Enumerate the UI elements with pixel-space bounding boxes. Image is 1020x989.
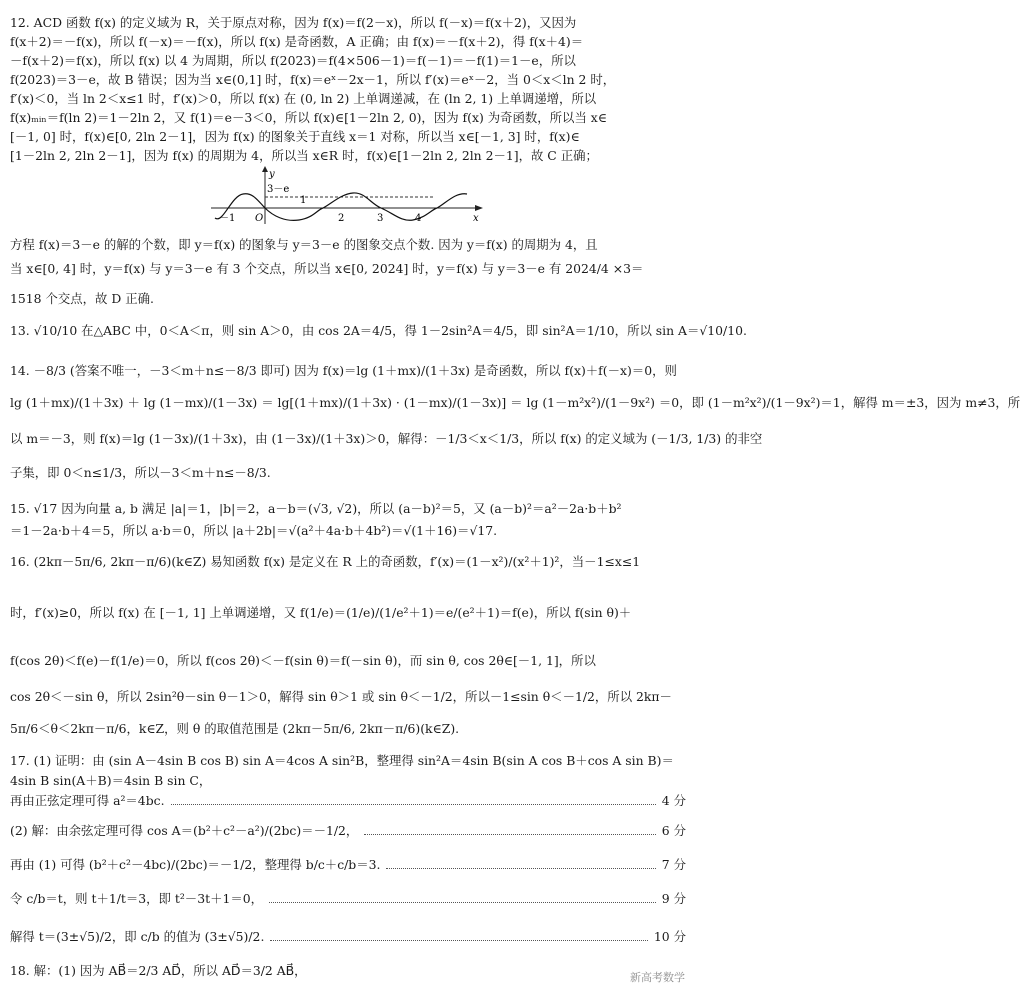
dashed-line-label: 3－e xyxy=(267,184,290,195)
q17-step-3-text: 再由 (1) 可得 (b²＋c²－4bc)/(2bc)＝－1/2，整理得 b/c＋c/b＝3. xyxy=(10,857,381,872)
q17-intro-2: 4sin B sin(A＋B)＝4sin B sin C， xyxy=(10,773,212,788)
q12-line-8: [1－2ln 2, 2ln 2－1]，因为 f(x) 的周期为 4，所以当 x∈R 时，f(x)∈[1－2ln 2, 2ln 2－1]，故 C 正确； xyxy=(10,148,598,163)
q17-step-2 xyxy=(10,822,686,840)
q17-step-4-points: 9 分 xyxy=(661,891,686,906)
q18-line: 18. 解：(1) 因为 AB⃗＝2/3 AD⃗，所以 AD⃗＝3/2 AB⃗， xyxy=(10,963,307,978)
q14-line-4: 子集，即 0＜n≤1/3，所以－3＜m＋n≤－8/3. xyxy=(10,465,271,480)
q12-line-1: 12. ACD 函数 f(x) 的定义域为 R，关于原点对称，因为 f(x)＝f(2－x)，所以 f(－x)＝f(x＋2)，又因为 xyxy=(10,15,577,30)
q17-step-1-points: 4 分 xyxy=(661,793,686,808)
q16-line-4: cos 2θ＜－sin θ，所以 2sin²θ－sin θ－1＞0，解得 sin θ＞1 或 sin θ＜－1/2，所以－1≤sin θ＜－1/2，所以 2kπ－ xyxy=(10,689,672,704)
q15-line-2: ＝1－2a·b＋4＝5，所以 a·b＝0，所以 |a＋2b|＝√(a²＋4a·b＋4b²)＝√(1＋16)＝√17. xyxy=(10,523,498,538)
function-graph xyxy=(205,166,485,226)
dot-leader xyxy=(270,940,648,941)
q17-step-4 xyxy=(10,890,686,908)
y-axis-label: y xyxy=(269,169,275,180)
q17-step-2-text: (2) 解：由余弦定理可得 cos A＝(b²＋c²－a²)/(2bc)＝－1/2， xyxy=(10,823,359,838)
dot-leader xyxy=(364,834,655,835)
q17-step-4-text: 令 c/b＝t，则 t＋1/t＝3，即 t²－3t＋1＝0， xyxy=(10,891,264,906)
q12-line-5: f′(x)＜0，当 ln 2＜x≤1 时，f′(x)＞0，所以 f(x) 在 (0, ln 2) 上单调递减，在 (ln 2, 1) 上单调递增，所以 xyxy=(10,91,597,106)
q12-line-3: －f(x＋2)＝f(x)，所以 f(x) 以 4 为周期，所以 f(2023)＝f(4×506－1)＝f(－1)＝－f(1)＝1－e，所以 xyxy=(10,53,576,68)
q17-step-1-text: 再由正弦定理可得 a²＝4bc. xyxy=(10,793,165,808)
x-axis-label: x xyxy=(473,213,479,224)
q13-line: 13. √10/10 在△ABC 中，0＜A＜π，则 sin A＞0，由 cos 2A＝4/5，得 1－2sin²A＝4/5，即 sin²A＝1/10，所以 sin A＝√10/10. xyxy=(10,323,747,338)
origin-label: O xyxy=(255,213,264,224)
q12-line-4: f(2023)＝3－e，故 B 错误；因为当 x∈(0,1] 时，f(x)＝eˣ－2x－1，所以 f′(x)＝eˣ－2，当 0＜x＜ln 2 时， xyxy=(10,72,616,87)
q12-line-2: f(x＋2)＝－f(x)，所以 f(－x)＝－f(x)，所以 f(x) 是奇函数，A 正确；由 f(x)＝－f(x＋2)，得 f(x＋4)＝ xyxy=(10,34,584,49)
q17-step-5 xyxy=(10,928,686,946)
q12-line-6: f(x)ₘᵢₙ＝f(ln 2)＝1－2ln 2，又 f(1)＝e－3＜0，所以 f(x)∈[1－2ln 2, 0)，因为 f(x) 为奇函数，所以当 x∈ xyxy=(10,110,607,125)
tick-label-4: 4 xyxy=(415,213,422,224)
dot-leader xyxy=(171,804,656,805)
q12-after-3: 1518 个交点，故 D 正确. xyxy=(10,291,154,306)
dot-leader xyxy=(269,902,656,903)
watermark: 新高考数学 xyxy=(630,971,685,984)
q17-step-3-points: 7 分 xyxy=(661,857,686,872)
q14-line-3: 以 m＝－3，则 f(x)＝lg (1－3x)/(1＋3x)，由 (1－3x)/(1＋3x)＞0，解得：－1/3＜x＜1/3，所以 f(x) 的定义域为 (－1/3, 1/3) 的非空 xyxy=(10,431,763,446)
q16-line-2: 时，f′(x)≥0，所以 f(x) 在 [－1, 1] 上单调递增，又 f(1/e)＝(1/e)/(1/e²＋1)＝e/(e²＋1)＝f(e)，所以 f(sin θ)＋ xyxy=(10,605,632,620)
q14-line-2: lg (1＋mx)/(1＋3x) ＋ lg (1－mx)/(1－3x) ＝ lg[(1＋mx)/(1＋3x) · (1－mx)/(1－3x)] ＝ lg (1－m²x²)/(1－9x²) ＝0，即 (1－m²x²)/(1－9x²)＝1，解得 m＝±3，因为 m≠3，所 xyxy=(10,395,1020,410)
q17-step-5-text: 解得 t＝(3±√5)/2，即 c/b 的值为 (3±√5)/2. xyxy=(10,929,265,944)
q17-step-1 xyxy=(10,792,686,810)
dot-leader xyxy=(386,868,655,869)
q15-line-1: 15. √17 因为向量 a, b 满足 |a|＝1，|b|＝2，a－b＝(√3, √2)，所以 (a－b)²＝5，又 (a－b)²＝a²－2a·b＋b² xyxy=(10,501,622,516)
tick-label-1: 1 xyxy=(300,195,307,206)
tick-label-neg1: －1 xyxy=(219,213,236,224)
y-axis-arrow-icon xyxy=(262,166,268,172)
q12-line-7: [－1, 0] 时，f(x)∈[0, 2ln 2－1]，因为 f(x) 的图象关于直线 x＝1 对称，所以当 x∈[－1, 3] 时，f(x)∈ xyxy=(10,129,580,144)
q17-step-3 xyxy=(10,856,686,874)
tick-label-2: 2 xyxy=(338,213,345,224)
q14-line-1: 14. －8/3 (答案不唯一，－3＜m＋n≤－8/3 即可) 因为 f(x)＝lg (1＋mx)/(1＋3x) 是奇函数，所以 f(x)＋f(－x)＝0，则 xyxy=(10,363,677,378)
q12-after-2: 当 x∈[0, 4] 时，y＝f(x) 与 y＝3－e 有 3 个交点，所以当 x∈[0, 2024] 时，y＝f(x) 与 y＝3－e 有 2024/4 ×3＝ xyxy=(10,261,644,276)
q17-step-2-points: 6 分 xyxy=(661,823,686,838)
q16-line-1: 16. (2kπ－5π/6, 2kπ－π/6)(k∈Z) 易知函数 f(x) 是定义在 R 上的奇函数，f′(x)＝(1－x²)/(x²＋1)²，当－1≤x≤1 xyxy=(10,554,641,569)
q16-line-5: 5π/6＜θ＜2kπ－π/6，k∈Z，则 θ 的取值范围是 (2kπ－5π/6, 2kπ－π/6)(k∈Z). xyxy=(10,721,460,736)
q17-intro-1: 17. (1) 证明：由 (sin A－4sin B cos B) sin A＝4cos A sin²B，整理得 sin²A＝4sin B(sin A cos B＋cos A sin B)＝ xyxy=(10,753,674,768)
q17-step-5-points: 10 分 xyxy=(653,929,686,944)
tick-label-3: 3 xyxy=(377,213,384,224)
x-axis-arrow-icon xyxy=(475,205,483,211)
q16-line-3: f(cos 2θ)＜f(e)－f(1/e)＝0，所以 f(cos 2θ)＜－f(sin θ)＝f(－sin θ)，而 sin θ, cos 2θ∈[－1, 1]，所以 xyxy=(10,653,596,668)
q12-after-1: 方程 f(x)＝3－e 的解的个数，即 y＝f(x) 的图象与 y＝3－e 的图象交点个数. 因为 y＝f(x) 的周期为 4，且 xyxy=(10,237,598,252)
